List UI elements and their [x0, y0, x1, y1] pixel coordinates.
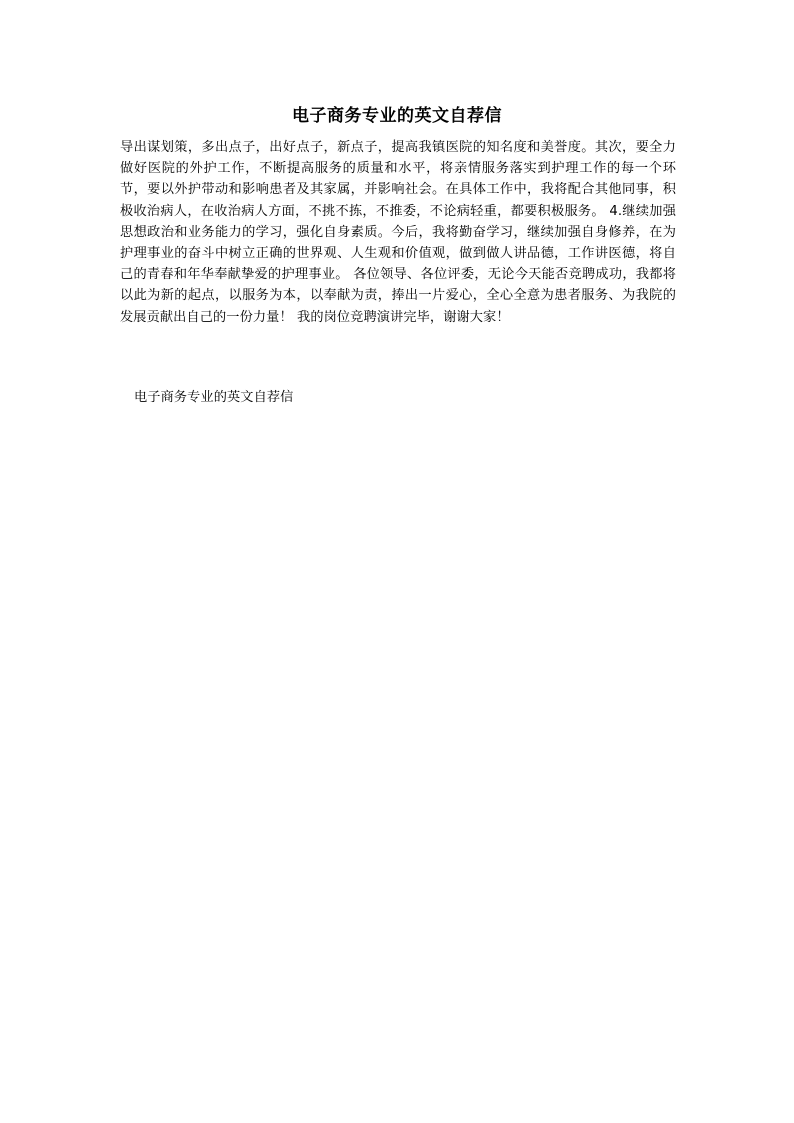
document-title: 电子商务专业的英文自荐信: [292, 106, 502, 126]
document-body-paragraph: 导出谋划策，多出点子，出好点子，新点子，提高我镇医院的知名度和美誉度。其次，要全力做好医院的外护工作，不断提高服务的质量和水平，将亲情服务落实到护理工作的每一个环节，要以外护带动和影响患者及其家属，并影响社会。在具体工作中，我将配合其他同事，积极收治病人，在收治病人方面，不挑不拣，不推委，不论病轻重，都要积极服务。 4.继续加强思想政治和业务能力的学习，强化自身素质。今后，我将勤奋学习，继续加强自身修养，在为护理事业的奋斗中树立正确的世界观、人生观和价值观，做到做人讲品德，工作讲医德，将自己的青春和年华奉献挚爱的护理事业。 各位领导、各位评委，无论今天能否竞聘成功，我都将以此为新的起点，以服务为本，以奉献为责，捧出一片爱心，全心全意为患者服务、为我院的发展贡献出自己的一份力量！ 我的岗位竞聘演讲完毕，谢谢大家！: [120, 140, 676, 325]
document-footer-caption: 电子商务专业的英文自荐信: [134, 390, 294, 405]
